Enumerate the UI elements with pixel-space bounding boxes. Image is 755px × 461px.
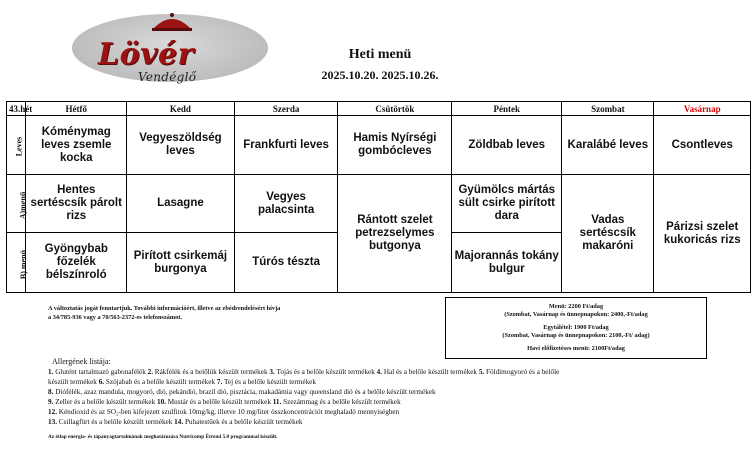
allergen-text: Szezámmag és a belőle készült termékek bbox=[283, 398, 401, 406]
allergen-text: Diófélék, azaz mandula, mogyoró, dió, pekándió, brazil dió, pisztácia, makadámia vagy queensland dió és a belőle készült termékek bbox=[55, 388, 436, 396]
contact-note bbox=[48, 304, 378, 322]
allergen-line bbox=[48, 407, 738, 417]
allergen-text: Tojás és a belőle készült termékek bbox=[276, 368, 377, 376]
day-header-thursday: Csütörtök bbox=[338, 102, 452, 116]
allergen-number: 12. bbox=[48, 408, 59, 416]
row-label-menu-a-text: A)menü bbox=[18, 191, 28, 219]
saturday-main: Vadas sertéscsík makaróni bbox=[562, 175, 654, 293]
allergen-text: Szójabab és a belőle készült termékek bbox=[105, 378, 217, 386]
menu-a-row bbox=[7, 175, 751, 233]
monday-menu-b: Gyöngybab főzelék bélszínroló bbox=[26, 233, 127, 293]
day-header-monday: Hétfő bbox=[26, 102, 127, 116]
wednesday-menu-a: Vegyes palacsinta bbox=[234, 175, 338, 233]
allergen-text: Glutént tartalmazó gabonafélék bbox=[55, 368, 148, 376]
tuesday-menu-b: Pirított csirkemáj burgonya bbox=[127, 233, 235, 293]
week-number: 43.hét bbox=[7, 102, 26, 116]
cloche-icon bbox=[150, 10, 194, 32]
logo-main-text: Lövér bbox=[98, 37, 194, 72]
weekly-menu-table bbox=[6, 101, 751, 293]
row-label-soup bbox=[7, 116, 26, 175]
page-title: Heti menü bbox=[348, 47, 412, 62]
allergen-number: 6. bbox=[98, 378, 106, 386]
allergen-text: készült termékek bbox=[48, 378, 99, 386]
allergen-text: Puhatestűek és a belőle készült termékek bbox=[184, 418, 303, 426]
restaurant-logo bbox=[72, 10, 268, 86]
row-label-menu-b bbox=[7, 233, 29, 293]
monday-soup: Kóménymag leves zsemle kocka bbox=[26, 116, 127, 175]
allergen-line bbox=[48, 367, 738, 377]
row-label-soup-text: Leves bbox=[14, 136, 24, 157]
allergen-number: 5. bbox=[478, 368, 486, 376]
allergen-text: Rákfélék és a belőlük készült termékek bbox=[154, 368, 270, 376]
allergen-line bbox=[48, 387, 738, 397]
saturday-soup: Karalábé leves bbox=[562, 116, 654, 175]
day-header-tuesday: Kedd bbox=[127, 102, 235, 116]
allergen-text: Tej és a belőle készült termékek bbox=[224, 378, 316, 386]
allergen-line bbox=[48, 417, 738, 427]
allergen-number: 4. bbox=[376, 368, 384, 376]
wednesday-soup: Frankfurti leves bbox=[234, 116, 338, 175]
nutrition-footer: Az étlap energia- és tápanyagtartalmának meghatározása Nutricomp Étrend 5.0 programmal készült. bbox=[48, 434, 278, 440]
allergen-heading: Allergének listája: bbox=[52, 357, 111, 366]
allergen-text: Földimogyoró és a belőle bbox=[486, 368, 560, 376]
allergen-text: Kéndioxid és az SO₂-ben kifejezett szulfitok 10mg/kg, illetve 10 mg/liter összkoncentrációt meghaladó mennyiségben bbox=[58, 408, 400, 416]
logo-sub-text: Vendéglő bbox=[138, 70, 197, 84]
row-label-menu-b-text: B) menü bbox=[19, 249, 29, 279]
allergen-number: 13. bbox=[48, 418, 59, 426]
contact-note-line-2: a 34/785-936 vagy a 70/563-2372-es telefonszámot. bbox=[48, 314, 182, 321]
allergen-text: Csillagfürt és a belőle készült termékek bbox=[58, 418, 175, 426]
wednesday-menu-b: Túrós tészta bbox=[234, 233, 338, 293]
monday-menu-a: Hentes sertéscsík párolt rizs bbox=[26, 175, 127, 233]
allergen-number: 2. bbox=[147, 368, 155, 376]
row-label-menu-a bbox=[7, 175, 26, 233]
contact-note-line-1: A változtatás jogát fenntartjuk. További információért, illetve az ebédrendelésért hívja bbox=[48, 305, 281, 312]
tuesday-soup: Vegyeszöldség leves bbox=[127, 116, 235, 175]
allergen-number: 7. bbox=[216, 378, 225, 386]
friday-soup: Zöldbab leves bbox=[452, 116, 562, 175]
price-monthly: Havi előfizetéses menü: 2100Ft/adag bbox=[527, 345, 625, 352]
day-header-saturday: Szombat bbox=[562, 102, 654, 116]
soup-row bbox=[7, 116, 751, 175]
price-menu: Menü: 2200 Ft/adag bbox=[548, 303, 604, 310]
allergen-number: 10. bbox=[156, 398, 168, 406]
allergen-number: 14. bbox=[174, 418, 185, 426]
allergen-line bbox=[48, 377, 738, 387]
allergen-number: 11. bbox=[272, 398, 284, 406]
allergen-number: 1. bbox=[48, 368, 56, 376]
day-header-wednesday: Szerda bbox=[234, 102, 338, 116]
sunday-main: Párizsi szelet kukoricás rizs bbox=[654, 175, 751, 293]
allergen-text: Mustár és a belőle készült termékek bbox=[167, 398, 273, 406]
price-single: Egytálétel: 1900 Ft/adag bbox=[543, 324, 609, 331]
allergen-text: Zeller és a belőle készült termékek bbox=[55, 398, 157, 406]
price-box bbox=[445, 297, 707, 359]
day-header-sunday: Vasárnap bbox=[654, 102, 751, 116]
friday-menu-b: Majorannás tokány bulgur bbox=[452, 233, 562, 293]
thursday-soup: Hamis Nyírségi gombócleves bbox=[338, 116, 452, 175]
allergen-number: 3. bbox=[269, 368, 277, 376]
allergen-list bbox=[48, 367, 738, 427]
allergen-text: Hal és a belőle készült termékek bbox=[383, 368, 479, 376]
price-menu-weekend: (Szombat, Vasárnap és ünnepnapokon: 2400,-Ft/adag bbox=[504, 311, 648, 318]
date-range: 2025.10.20. 2025.10.26. bbox=[321, 68, 439, 82]
allergen-line bbox=[48, 397, 738, 407]
allergen-number: 9. bbox=[48, 398, 56, 406]
friday-menu-a: Gyümölcs mártás sült csirke pirított dara bbox=[452, 175, 562, 233]
header-row bbox=[7, 102, 751, 116]
price-single-weekend: (Szombat, Vasárnap és ünnepnapokon: 2100,-Ft/ adag) bbox=[502, 332, 650, 339]
thursday-main: Rántott szelet petrezselymes butgonya bbox=[338, 175, 452, 293]
allergen-number: 8. bbox=[48, 388, 56, 396]
day-header-friday: Péntek bbox=[452, 102, 562, 116]
tuesday-menu-a: Lasagne bbox=[127, 175, 235, 233]
sunday-soup: Csontleves bbox=[654, 116, 751, 175]
